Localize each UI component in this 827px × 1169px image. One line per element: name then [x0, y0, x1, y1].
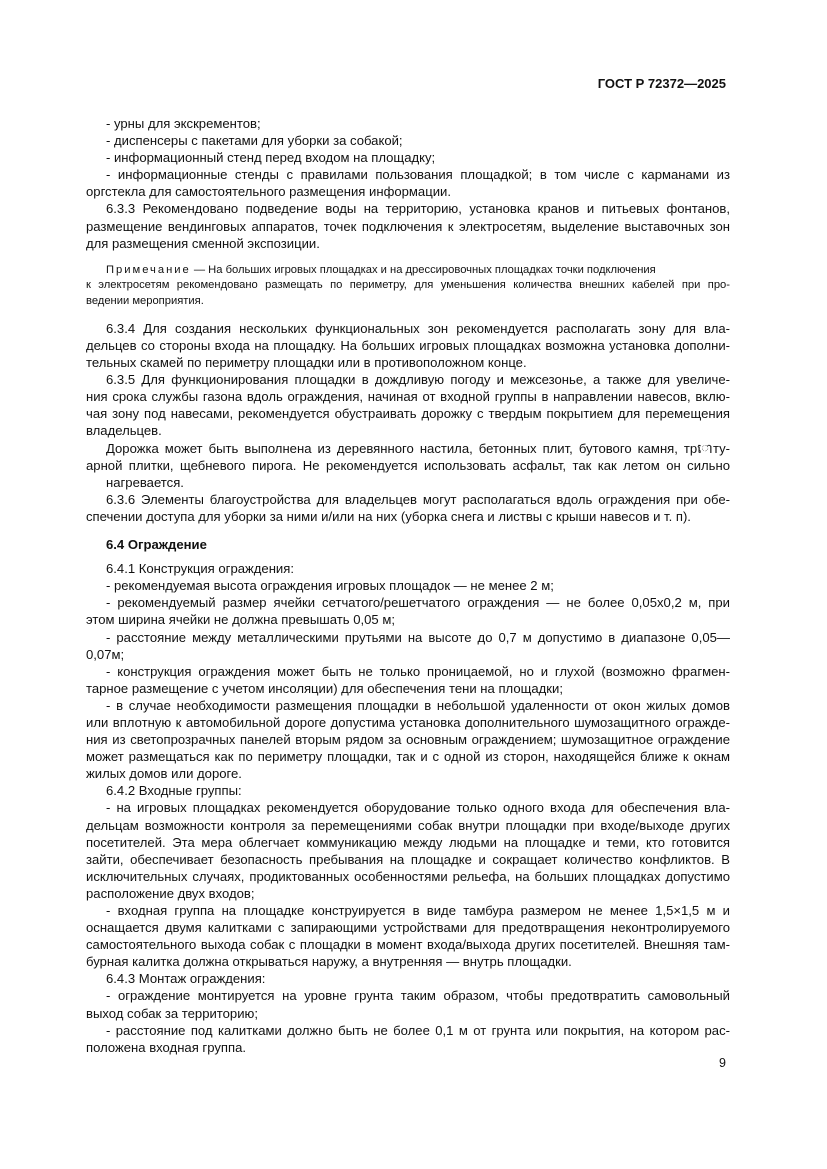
text-line: ния срока службы газона вдоль ограждения, начиная от входной группы в направлении навесов, вклю- — [86, 389, 730, 405]
text-line: 6.3.3 Рекомендовано подведение воды на территорию, установка кранов и питьевых фонтанов, — [106, 201, 730, 217]
text-line: нагревается. — [106, 474, 184, 490]
text-line: тельных скамей по периметру площадки или в противоположном конце. — [86, 355, 527, 371]
paragraph-block-2 — [86, 320, 730, 525]
text-line: - ограждение монтируется на уровне грунта таким образом, чтобы предотвратить самовольный — [106, 988, 730, 1004]
text-line: тарное размещение с учетом инсоляции) для обеспечения тени на площадки; — [86, 680, 563, 696]
text-line: 6.3.4 Для создания нескольких функциональных зон рекомендуется располагать зону для вла- — [106, 320, 730, 336]
paragraph-block-3 — [86, 560, 730, 1056]
text-line: - конструкция ограждения может быть не только проницаемой, но и глухой (возможно фрагмен- — [106, 663, 730, 679]
note-label: Примечание — [106, 263, 191, 276]
text-line: - диспенсеры с пакетами для уборки за собакой; — [106, 133, 403, 149]
text-line: - информационные стенды с правилами пользования площадкой; в том числе с карманами из — [106, 167, 730, 183]
text-line: ния из светопрозрачных панелей вторым рядом за основным ограждением; шумозащитное ограждение — [86, 732, 730, 748]
text-line: бурная калитка должна открываться наружу, а внутренняя — внутрь площадки. — [86, 954, 572, 970]
document-header: ГОСТ Р 72372—2025 — [597, 76, 726, 91]
text-line: 6.4.2 Входные группы: — [106, 783, 242, 799]
text-line: 6.4.3 Монтаж ограждения: — [106, 971, 266, 987]
text-line: арной плитки, щебневого пирога. Не рекомендуется использовать асфальт, так как летом он сильно — [86, 457, 730, 473]
note-first-line — [86, 263, 730, 278]
text-line: дельцев со стороны входа на площадку. На больших игровых площадках возможна установка дополни- — [86, 338, 730, 354]
text-line: 6.3.6 Элементы благоустройства для владельцев могут располагаться вдоль ограждения при обе- — [106, 491, 730, 507]
text-line: 6.3.5 Для функционирования площадки в дождливую погоду и межсезонье, а также для увеличе- — [106, 372, 730, 388]
text-line: может размещаться как по периметру площадки, так и с одной из сторон, находящейся ближе к окнам — [86, 749, 730, 765]
text-line: этом ширина ячейки не должна превышать 0,05 м; — [86, 612, 395, 628]
text-line: - урны для экскрементов; — [106, 116, 261, 131]
note-line: к электросетям рекомендовано размещать по периметру, для уменьшения количества внешних кабелей при про- — [86, 279, 730, 292]
text-line: исключительных случаях, продиктованных особенностями рельефа, на больших площадках допустимо — [86, 868, 730, 884]
text-line: или вплотную к автомобильной дороге допустима установка дополнительного шумозащитного огражде- — [86, 714, 730, 730]
text-line: - рекомендуемый размер ячейки сетчатого/решетчатого ограждения — не более 0,05х0,2 м, при — [106, 595, 730, 611]
text-line: - в случае необходимости размещения площадки в небольшой удаленности от окон жилых домов — [106, 697, 730, 713]
text-line: оргстекла для самостоятельного размещения информации. — [86, 184, 451, 200]
text-line: положена входная группа. — [86, 1039, 246, 1055]
text-line: - информационный стенд перед входом на площадку; — [106, 150, 436, 166]
text-line: жилых домов или дороге. — [86, 766, 242, 782]
text-line: чая зону под навесами, рекомендуется обустраивать дорожку с твердым покрытием для перемещения — [86, 406, 730, 422]
text-line: размещение вендинговых аппаратов, точек подключения к электросетям, выделение выставочных зон — [86, 218, 730, 234]
text-line: зайти, обеспечивает безопасность пребывания на площадке и сокращает количество конфликтов. В — [86, 851, 730, 867]
text-line: владельцев. — [86, 423, 162, 439]
note-text: — На больших игровых площадках и на дрессировочных площадках точки подключения — [190, 263, 656, 276]
text-line: дельцам возможности контроля за перемещениями собак внутри площадки при входе/выходе других — [86, 817, 730, 833]
page-content — [86, 115, 730, 1056]
text-line: - на игровых площадках рекомендуется оборудование только одного входа для обеспечения вла- — [106, 800, 730, 816]
text-line: самостоятельного выхода собак с площадки в момент входа/выхода других посетителей. Внешняя там- — [86, 937, 730, 953]
text-line: 0,07м; — [86, 646, 125, 662]
paragraph-block-1 — [86, 115, 730, 252]
text-line: оснащается двумя калитками с запирающими устройствами для предотвращения неконтролируемого — [86, 920, 730, 936]
text-line: посетителей. Эта мера облегчает коммуникацию между людьми на площадке и теми, кто готовится — [86, 834, 730, 850]
text-line: - расстояние под калитками должно быть не более 0,1 м от грунта или покрытия, на котором рас- — [106, 1022, 730, 1038]
page-number: 9 — [719, 1056, 726, 1070]
text-line: - рекомендуемая высота ограждения игровых площадок — не менее 2 м; — [106, 578, 554, 594]
note-line: ведении мероприятия. — [86, 294, 204, 307]
text-line: спечении доступа для уборки за ними и/или на них (уборка снега и листвы с крыши навесов и т. п). — [86, 508, 691, 524]
text-line: - расстояние между металлическими прутьями на высоте до 0,7 м допустимо в диапазоне 0,05— — [106, 629, 730, 645]
note-block — [86, 263, 730, 309]
text-line: расположение двух входов; — [86, 885, 255, 901]
text-line: для размещения сменной экспозиции. — [86, 235, 320, 251]
section-title: 6.4 Ограждение — [106, 537, 207, 553]
text-line: Дорожка может быть выполнена из деревянного настила, бетонных плит, бутового камня, трោту- — [106, 440, 730, 456]
text-line: - входная группа на площадке конструируется в виде тамбура размером не менее 1,5×1,5 м и — [106, 903, 730, 919]
text-line: 6.4.1 Конструкция ограждения: — [106, 561, 294, 577]
text-line: выход собак за территорию; — [86, 1005, 258, 1021]
